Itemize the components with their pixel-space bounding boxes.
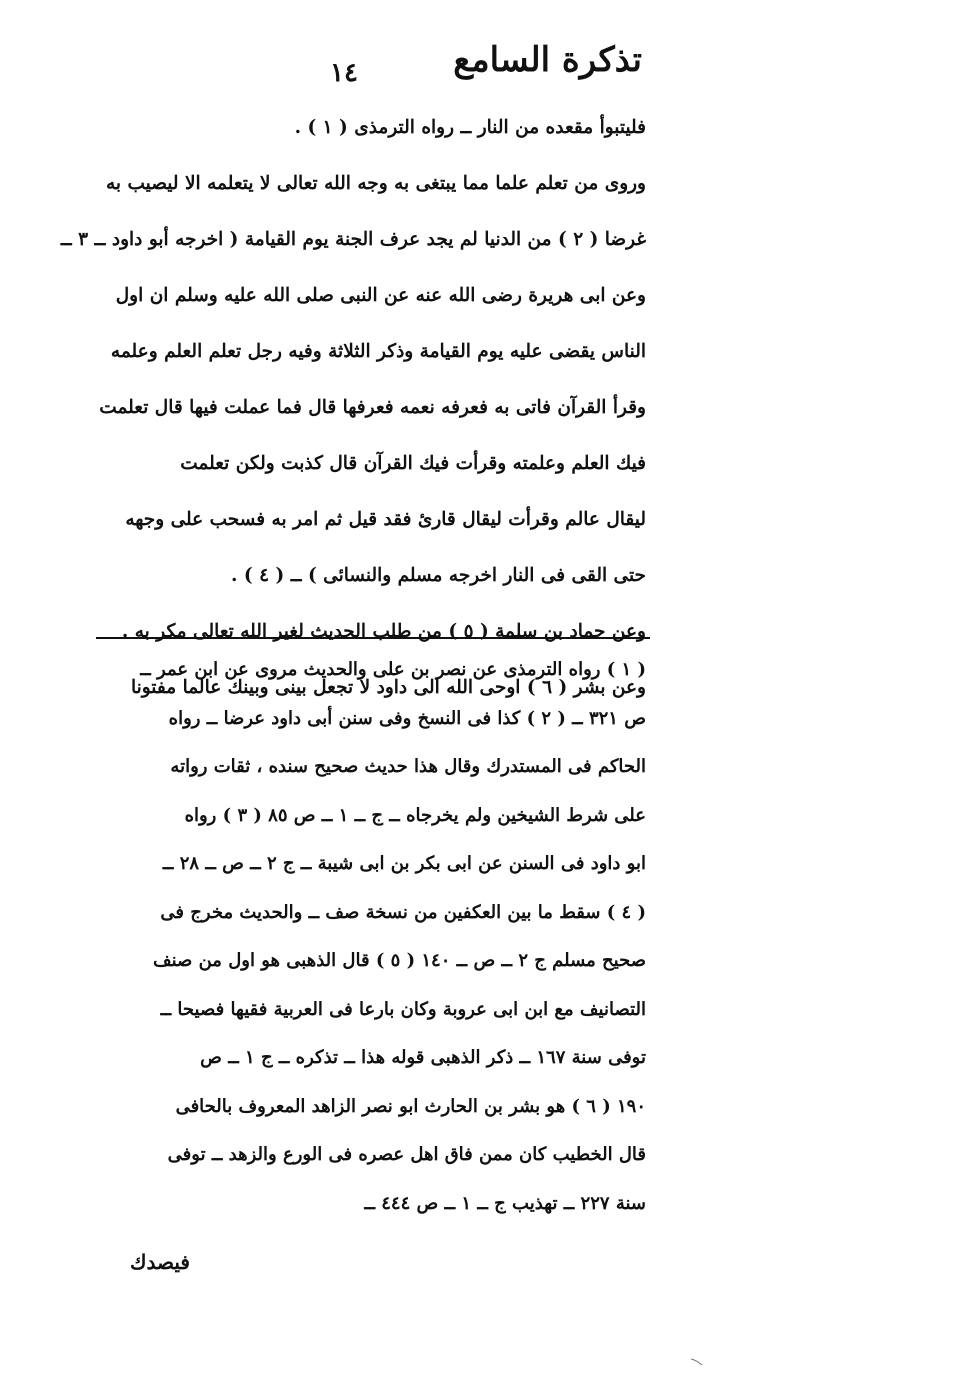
footnotes [86, 650, 646, 1232]
running-title: تذكرة السامع [453, 40, 642, 80]
text-line: فيك العلم وعلمته وقرأت فيك القرآن قال كذبت ولكن تعلمت [180, 453, 646, 474]
footnote-divider [96, 637, 650, 639]
text-line: وعن بشر ( ٦ ) اوحى الله الى داود لا تجعل بينى وبينك عالما مفتونا [130, 677, 646, 698]
footnote-line: سنة ٢٢٧ ــ تهذيب ج ــ ١ ــ ص ٤٤٤ ــ [364, 1192, 646, 1214]
footnote-line: على شرط الشيخين ولم يخرجاه ــ ج ــ ١ ــ ص ٨٥ ( ٣ ) رواه [184, 804, 646, 826]
scan-speck [690, 1358, 704, 1366]
footnote-line: ١٩٠ ( ٦ ) هو بشر بن الحارث ابو نصر الزاهد المعروف بالحافى [175, 1095, 646, 1117]
text-line: حتى القى فى النار اخرجه مسلم والنسائى ) ــ ( ٤ ) . [231, 565, 646, 586]
text-line: وقرأ القرآن فاتى به فعرفه نعمه فعرفها قال فما عملت فيها قال تعلمت [99, 397, 646, 418]
text-line: الناس يقضى عليه يوم القيامة وذكر الثلاثة وفيه رجل تعلم العلم وعلمه [110, 341, 646, 362]
text-line: ليقال عالم وقرأت ليقال قارئ فقد قيل ثم امر به فسحب على وجهه [125, 509, 646, 530]
main-text [60, 108, 646, 724]
footnote-line: التصانيف مع ابن ابى عروبة وكان بارعا فى العربية فقيها فصيحا ــ [160, 998, 646, 1020]
footnote-line: ص ٣٢١ ــ ( ٢ ) كذا فى النسخ وفى سنن أبى داود عرضا ــ رواه [168, 707, 646, 729]
footnote-line: قال الخطيب كان ممن فاق اهل عصره فى الورع والزهد ــ توفى [167, 1144, 646, 1165]
text-line: غرضا ( ٢ ) من الدنيا لم يجد عرف الجنة يوم القيامة ( اخرجه أبو داود ــ ٣ ــ [60, 229, 646, 250]
catchword: فيصدك [130, 1250, 190, 1274]
text-line: فليتبوأ مقعده من النار ــ رواه الترمذى ( ١ ) . [294, 117, 646, 138]
footnote-line: ( ٤ ) سقط ما بين العكفين من نسخة صف ــ والحديث مخرج فى [160, 901, 646, 923]
footnote-line: توفى سنة ١٦٧ ــ ذكر الذهبى قوله هذا ــ تذكره ــ ج ١ ــ ص [200, 1047, 646, 1068]
text-line: وعن ابى هريرة رضى الله عنه عن النبى صلى الله عليه وسلم ان اول [115, 285, 646, 306]
footnote-line: صحيح مسلم ج ٢ ــ ص ــ ١٤٠ ( ٥ ) قال الذهبى هو اول من صنف [152, 950, 646, 971]
page-number: ١٤ [330, 58, 358, 88]
footnote-line: ابو داود فى السنن عن ابى بكر بن ابى شيبة ــ ج ٢ ــ ص ــ ٢٨ ــ [162, 853, 646, 874]
footnote-line: الحاكم فى المستدرك وقال هذا حديث صحيح سنده ، ثقات رواته [170, 756, 646, 777]
text-line: وروى من تعلم علما مما يبتغى به وجه الله تعالى لا يتعلمه الا ليصيب به [105, 173, 646, 194]
footnote-line: ( ١ ) رواه الترمذى عن نصر بن على والحديث مروى عن ابن عمر ــ [140, 659, 646, 680]
text-line: وعن حماد بن سلمة ( ٥ ) من طلب الحديث لغير الله تعالى مكر به . [121, 621, 646, 642]
